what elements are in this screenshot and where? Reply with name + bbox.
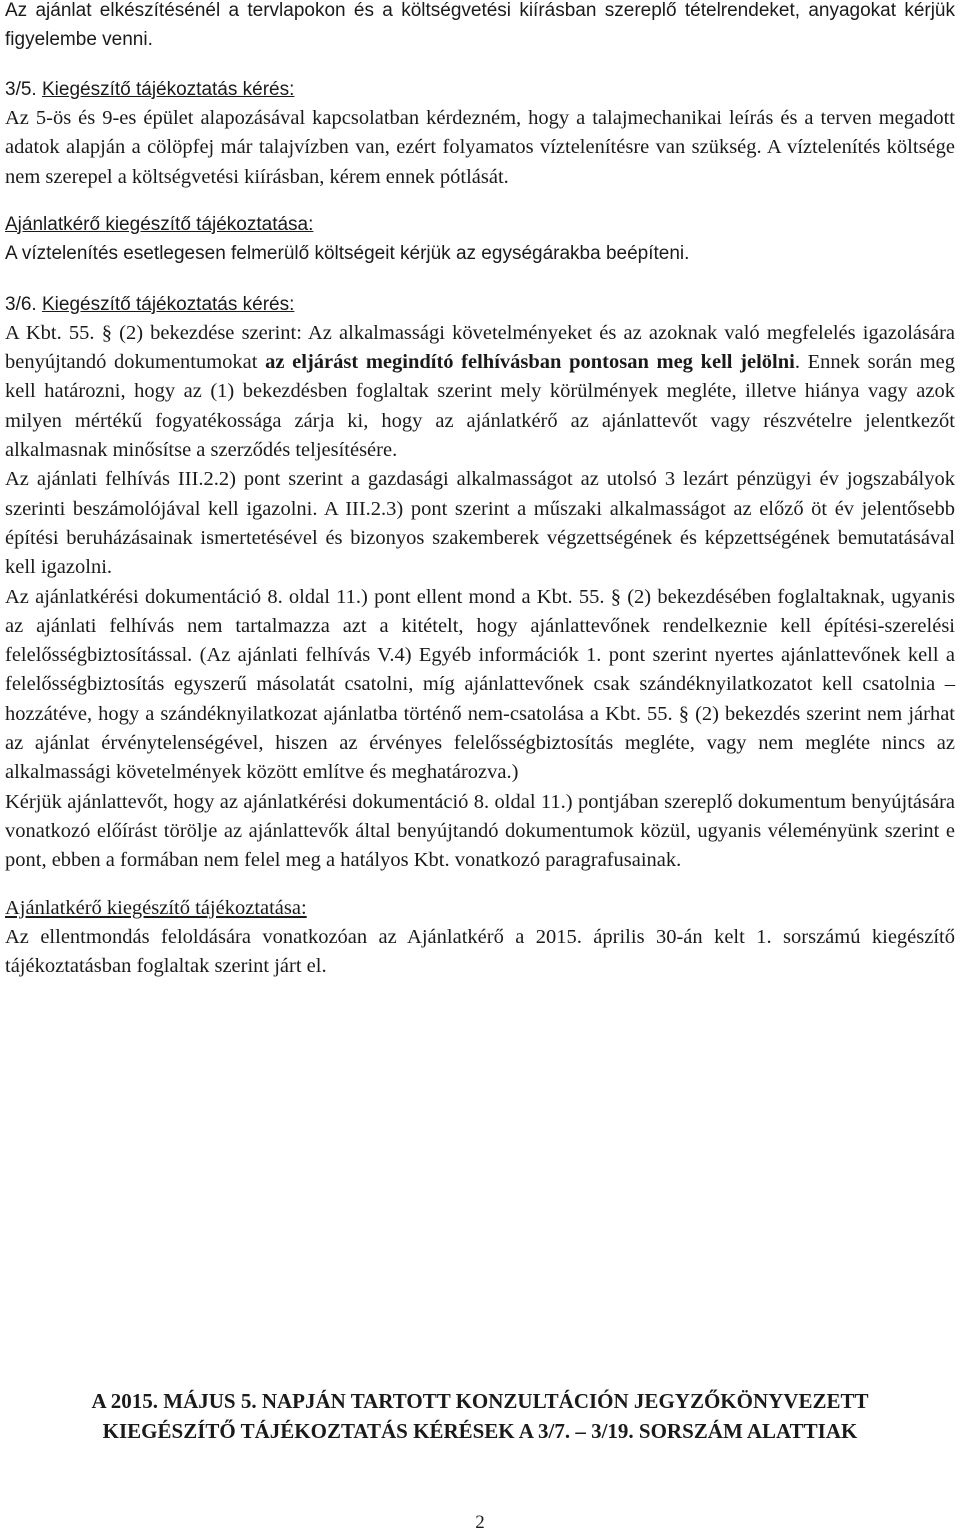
page-number: 2 xyxy=(475,1512,485,1533)
section-3-5-body: Az 5-ös és 9-es épület alapozásával kapcsolatban kérdezném, hogy a talajmechanikai leírás és a terven megadott adatok alapján a cölöpfej már talajvízben van, ezért folyamatos víztelenítésre van szükség. A víztelenítés költsége nem szerepel a költségvetési kiírásban, kérem ennek pótlását. xyxy=(5,107,955,188)
answer-heading: Ajánlatkérő kiegészítő tájékoztatása: xyxy=(5,896,307,919)
request-heading: Kiegészítő tájékoztatás kérés: xyxy=(41,79,295,100)
answer-text: Az ellentmondás feloldására vonatkozóan az Ajánlatkérő a 2015. április 30-án kelt 1. sorszámú kiegészítő tájékoztatásban foglaltak szerint járt el. xyxy=(5,925,955,978)
section-number: 3/6. xyxy=(5,293,37,315)
request-heading: Kiegészítő tájékoztatás kérés: xyxy=(41,293,295,315)
section-3-6-para2: Az ajánlati felhívás III.2.2) pont szerint a gazdasági alkalmasságot az utolsó 3 lezárt pénzügyi év jogszabályok szerinti beszámolójával kell igazolni. A III.2.3) pont szerint a műszaki alkalmasságot az előző öt év jelentősebb építési beruházásainak ismertetésével és bizonyos szakemberek végzettségének és képzettségének bemutatásával kell igazolni. xyxy=(5,468,955,579)
section-number: 3/5. xyxy=(5,79,37,100)
answer-heading: Ajánlatkérő kiegészítő tájékoztatása: xyxy=(5,213,314,235)
section-3-6-para4: Kérjük ajánlattevőt, hogy az ajánlatkérési dokumentáció 8. oldal 11.) pontjában szereplő dokumentum benyújtására vonatkozó előírást törölje az ajánlattevők által benyújtandó dokumentumok közül, ugyanis véleményünk szerint e pont, ebben a formában nem felel meg a hatályos Kbt. vonatkozó paragrafusainak. xyxy=(5,790,955,872)
answer-text: A víztelenítés esetlegesen felmerülő költségeit kérjük az egységárakba beépíteni. xyxy=(5,242,690,264)
footer-title-line1: A 2015. MÁJUS 5. NAPJÁN TARTOTT KONZULTÁCIÓN JEGYZŐKÖNYVEZETT xyxy=(91,1389,869,1413)
intro-paragraph: Az ajánlat elkészítésénél a tervlapokon és a költségvetési kiírásban szereplő tételrendeket, anyagokat kérjük figyelembe venni. xyxy=(5,0,955,50)
section-3-6-para1: A Kbt. 55. § (2) bekezdése szerint: Az alkalmassági követelményeket és az azoknak való megfelelés igazolására benyújtandó dokumentumokat az eljárást megindító felhívásban pontosan meg kell jelölni. Ennek során meg kell határozni, hogy az (1) bekezdésben foglaltak szerint mely körülmények megléte, illetve hiánya vagy azok milyen mértékű fogyatékossága zárja ki, hogy az ajánlatkérő az ajánlattevőt vagy részvételre jelentkezőt alkalmasnak minősítse a szerződés teljesítésére. xyxy=(5,321,955,462)
bold-emphasis: az eljárást megindító felhívásban pontosan meg kell jelölni xyxy=(265,351,795,374)
section-3-5-heading xyxy=(5,75,955,104)
section-3-6-heading xyxy=(5,290,955,319)
section-3-6-para3: Az ajánlatkérési dokumentáció 8. oldal 11.) pont ellent mond a Kbt. 55. § (2) bekezdésében foglaltaknak, ugyanis az ajánlati felhívás nem tartalmazza azt a kitételt, hogy ajánlattevőnek rendelkeznie kell építési-szerelési felelősségbiztosítással. (Az ajánlati felhívás V.4) Egyéb információk 1. pont szerint nyertes ajánlattevőnek kell a felelősségbiztosítás egyszerű másolatát csatolni, míg ajánlattevőnek csak szándéknyilatkozatot kell csatolnia – hozzátéve, hogy a szándéknyilatkozat ajánlatba történő nem-csatolása a Kbt. 55. § (2) bekezdés szerint nem járhat az ajánlat érvénytelenségével, hiszen az érvényes felelősségbiztosítás megléte, vagy nem megléte nincs az alkalmassági követelmények között említve és meghatározva.) xyxy=(5,585,955,784)
document-page xyxy=(5,0,955,981)
footer-title-line2: KIEGÉSZÍTŐ TÁJÉKOZTATÁS KÉRÉSEK A 3/7. – 3/19. SORSZÁM ALATTIAK xyxy=(102,1419,858,1443)
